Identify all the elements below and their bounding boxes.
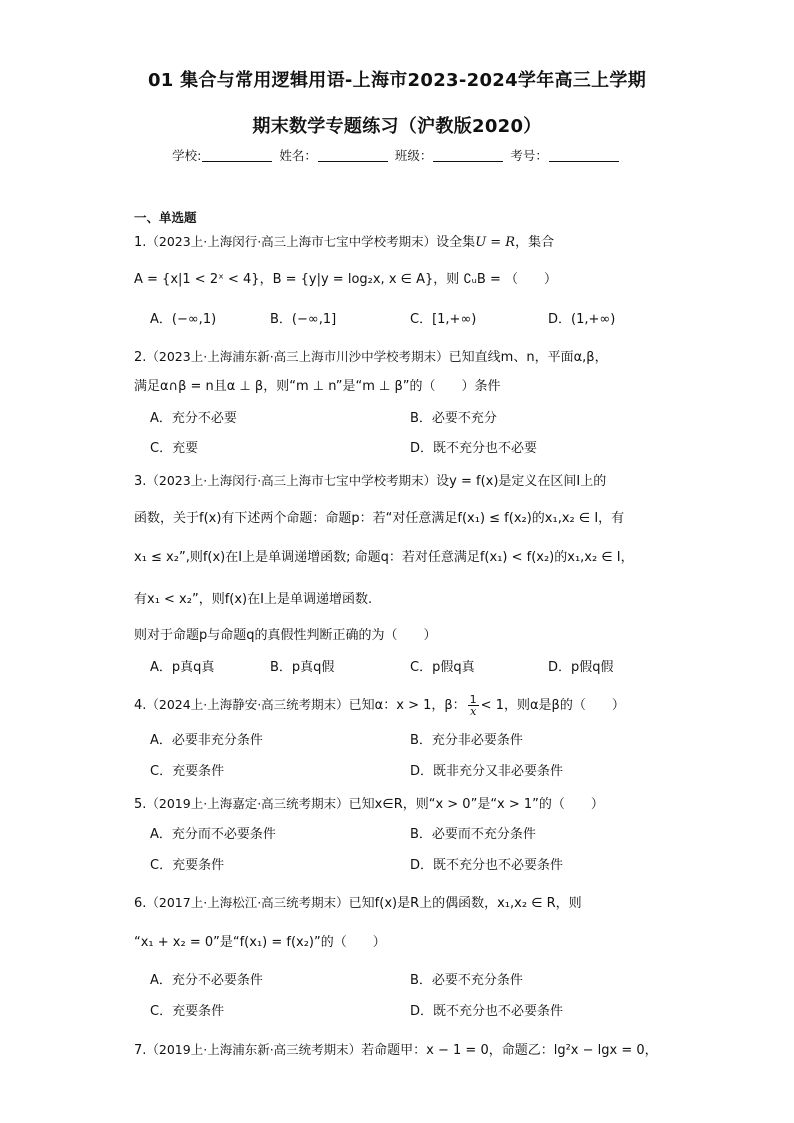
question-1-option-d[interactable]: D．(1,+∞) <box>548 312 616 327</box>
question-1-option-a[interactable]: A．(−∞,1) <box>150 312 217 327</box>
fraction-one-over-x: $\frac{1}{x}$ <box>469 693 477 718</box>
question-6-option-d[interactable]: D．既不充分也不必要条件 <box>410 1004 564 1019</box>
question-5-option-a[interactable]: A．充分而不必要条件 <box>150 827 276 842</box>
question-2-option-c[interactable]: C．充要 <box>150 441 199 456</box>
question-5-option-d[interactable]: D．既不充分也不必要条件 <box>410 858 564 873</box>
question-5-option-b[interactable]: B．必要而不充分条件 <box>410 827 536 842</box>
question-4-option-b[interactable]: B．充分非必要条件 <box>410 733 523 748</box>
question-6-option-c[interactable]: C．充要条件 <box>150 1004 225 1019</box>
question-3-stem: 3.（2023上·上海闵行·高三上海市七宝中学校考期末）设y = f(x)是定义在区间I上的 <box>134 473 607 489</box>
question-3-option-d[interactable]: D．p假q假 <box>548 660 614 675</box>
question-7-stem: 7.（2019上·上海浦东新·高三统考期末）若命题甲：x − 1 = 0，命题乙：lg²x − lgx = 0， <box>134 1042 658 1058</box>
question-1-stem: 1.（2023上·上海闵行·高三上海市七宝中学校考期末）设全集U = R，集合 <box>134 234 555 250</box>
exam-no-label: 考号： <box>510 148 548 163</box>
question-2-condition: 满足α∩β = n且α ⊥ β，则“m ⊥ n”是“m ⊥ β”的（ ）条件 <box>134 379 501 394</box>
question-6-stem: 6.（2017上·上海松江·高三统考期末）已知f(x)是R上的偶函数，x₁,x₂ ∈ R，则 <box>134 895 582 911</box>
question-1-option-c[interactable]: C．[1,+∞) <box>410 312 477 327</box>
question-3-option-b[interactable]: B．p真q假 <box>270 660 335 675</box>
question-3-line4: 有x₁ < x₂”，则f(x)在I上是单调递增函数. <box>134 592 373 607</box>
question-1-option-b[interactable]: B．(−∞,1] <box>270 312 337 327</box>
question-4-option-c[interactable]: C．充要条件 <box>150 764 225 779</box>
doc-title-line1: 01 集合与常用逻辑用语-上海市2023-2024学年高三上学期 <box>147 70 647 91</box>
name-label: 姓名： <box>279 148 317 163</box>
question-4-option-d[interactable]: D．既非充分又非必要条件 <box>410 764 564 779</box>
question-3-option-a[interactable]: A．p真q真 <box>150 660 215 675</box>
question-6-option-b[interactable]: B．必要不充分条件 <box>410 973 523 988</box>
question-2-option-a[interactable]: A．充分不必要 <box>150 411 237 426</box>
question-6-option-a[interactable]: A．充分不必要条件 <box>150 973 263 988</box>
question-6-condition: “x₁ + x₂ = 0”是“f(x₁) = f(x₂)”的（ ） <box>134 935 386 950</box>
school-blank[interactable] <box>202 149 272 162</box>
name-blank[interactable] <box>318 149 388 162</box>
question-3-line5: 则对于命题p与命题q的真假性判断正确的为（ ） <box>134 628 437 643</box>
question-5-stem: 5.（2019上·上海嘉定·高三统考期末）已知x∈R，则“x > 0”是“x > 1”的（ ） <box>134 796 604 812</box>
question-2-stem: 2.（2023上·上海浦东新·高三上海市川沙中学校考期末）已知直线m、n，平面α,β， <box>134 349 608 365</box>
question-2-option-b[interactable]: B．必要不充分 <box>410 411 497 426</box>
question-3-option-c[interactable]: C．p假q真 <box>410 660 475 675</box>
question-3-line3: x₁ ≤ x₂”,则f(x)在I上是单调递增函数; 命题q：若对任意满足f(x₁) < f(x₂)的x₁,x₂ ∈ I， <box>134 550 634 565</box>
question-2-option-d[interactable]: D．既不充分也不必要 <box>410 441 538 456</box>
question-3-line2: 函数，关于f(x)有下述两个命题：命题p：若“对任意满足f(x₁) ≤ f(x₂)的x₁,x₂ ∈ I，有 <box>134 511 625 526</box>
class-label: 班级： <box>394 148 433 163</box>
class-blank[interactable] <box>433 149 503 162</box>
question-1-sets: A = {x|1 < 2ˣ < 4}，B = {y|y = log₂x, x ∈ A}，则 ∁ᵤB = （ ） <box>134 272 558 287</box>
doc-title-line2: 期末数学专题练习（沪教版2020） <box>252 116 542 137</box>
question-4-stem: 4.（2024上·上海静安·高三统考期末）已知α：x > 1，β： $\frac{1}{x}$ < 1，则α是β的（ ） <box>134 693 625 718</box>
section-heading: 一、单选题 <box>134 210 197 225</box>
student-info-row <box>0 146 794 164</box>
question-4-option-a[interactable]: A．必要非充分条件 <box>150 733 263 748</box>
exam-no-blank[interactable] <box>549 149 619 162</box>
school-label: 学校: <box>172 148 202 163</box>
question-5-option-c[interactable]: C．充要条件 <box>150 858 225 873</box>
